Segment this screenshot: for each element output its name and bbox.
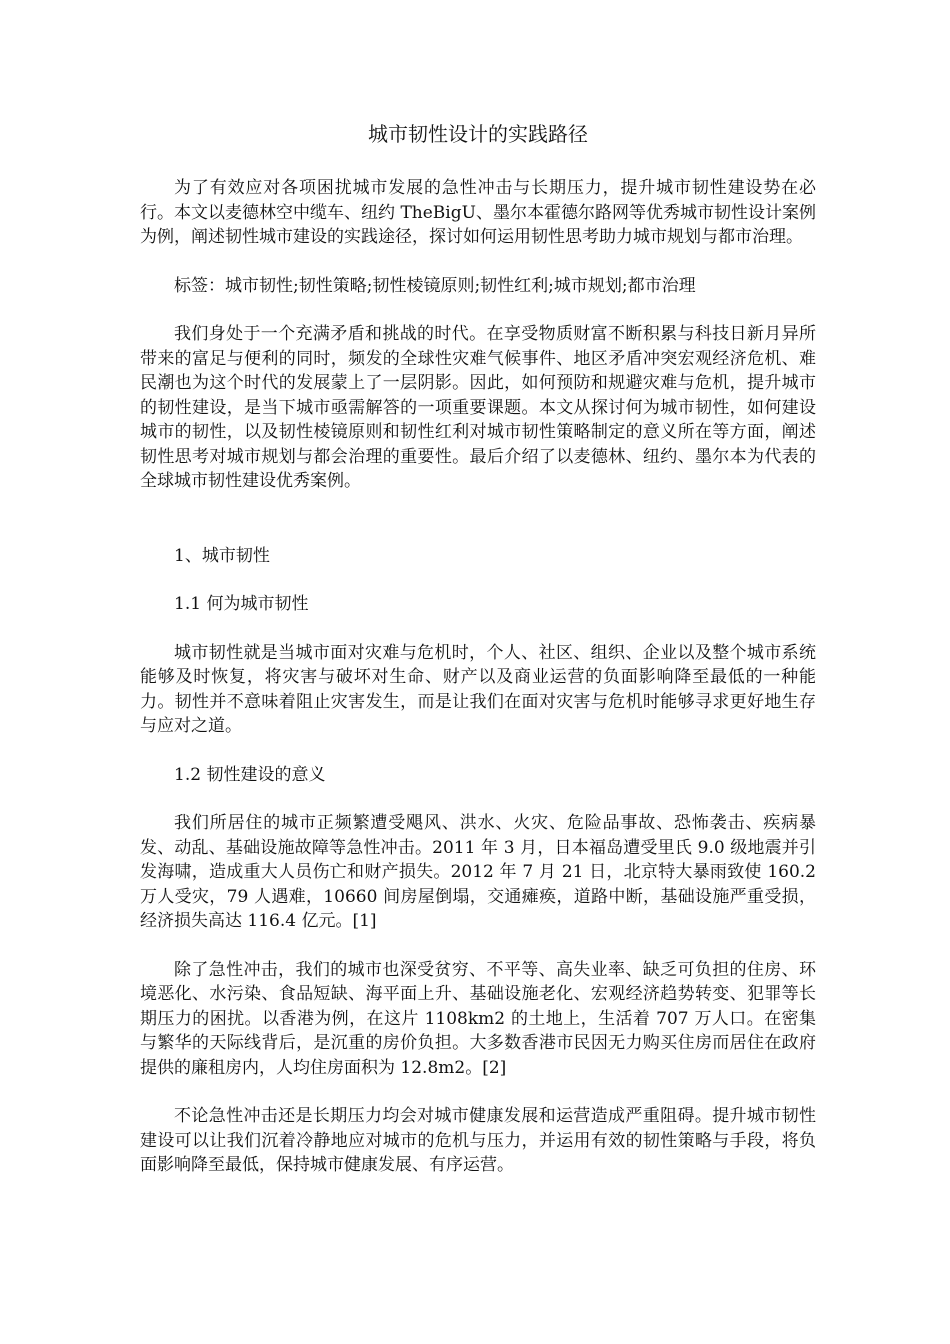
section-1-heading: 1、城市韧性	[174, 545, 270, 566]
section-1-1-heading: 1.1 何为城市韧性	[174, 594, 309, 614]
section-1-2-paragraph-3: 不论急性冲击还是长期压力均会对城市健康发展和运营造成严重阻碍。提升城市韧性建设可以让我们沉着冷静地应对城市的危机与压力，并运用有效的韧性策略与手段，将负面影响降至最低，保持城市健康发展、有序运营。	[140, 1106, 816, 1175]
section-1-2-paragraph-1: 我们所居住的城市正频繁遭受飓风、洪水、火灾、危险品事故、恐怖袭击、疾病暴发、动乱、基础设施故障等急性冲击。2011 年 3 月，日本福岛遭受里氏 9.0 级地震并引发海啸，造成重大人员伤亡和财产损失。2012 年 7 月 21 日，北京特大暴雨致使 160.2 万人受灾，79 人遇难，10660 间房屋倒塌，交通瘫痪，道路中断，基础设施严重受损，经济损失高达 116.4 亿元。[1]	[140, 813, 816, 931]
section-1-2-paragraph-2: 除了急性冲击，我们的城市也深受贫穷、不平等、高失业率、缺乏可负担的住房、环境恶化、水污染、食品短缺、海平面上升、基础设施老化、宏观经济趋势转变、犯罪等长期压力的困扰。以香港为例，在这片 1108km2 的土地上，生活着 707 万人口。在密集与繁华的天际线背后，是沉重的房价负担。大多数香港市民因无力购买住房而居住在政府提供的廉租房内，人均住房面积为 12.8m2。[2]	[140, 959, 816, 1078]
document-title: 城市韧性设计的实践路径	[368, 122, 588, 146]
document-page	[140, 120, 816, 1202]
tags-line: 标签：城市韧性;韧性策略;韧性棱镜原则;韧性红利;城市规划;都市治理	[174, 275, 696, 296]
section-1-1-paragraph: 城市韧性就是当城市面对灾难与危机时，个人、社区、组织、企业以及整个城市系统能够及时恢复，将灾害与破坏对生命、财产以及商业运营的负面影响降至最低的一种能力。韧性并不意味着阻止灾害发生，而是让我们在面对灾害与危机时能够寻求更好地生存与应对之道。	[140, 642, 816, 736]
intro-paragraph: 我们身处于一个充满矛盾和挑战的时代。在享受物质财富不断积累与科技日新月异所带来的富足与便利的同时，频发的全球性灾难气候事件、地区矛盾冲突宏观经济危机、难民潮也为这个时代的发展蒙上了一层阴影。因此，如何预防和规避灾难与危机，提升城市的韧性建设，是当下城市亟需解答的一项重要课题。本文从探讨何为城市韧性，如何建设城市的韧性，以及韧性棱镜原则和韧性红利对城市韧性策略制定的意义所在等方面，阐述韧性思考对城市规划与都会治理的重要性。最后介绍了以麦德林、纽约、墨尔本为代表的全球城市韧性建设优秀案例。	[140, 324, 816, 491]
section-1-2-heading: 1.2 韧性建设的意义	[174, 764, 326, 785]
abstract-paragraph: 为了有效应对各项困扰城市发展的急性冲击与长期压力，提升城市韧性建设势在必行。本文以麦德林空中缆车、纽约 TheBigU、墨尔本霍德尔路网等优秀城市韧性设计案例为例，阐述韧性城市建设的实践途径，探讨如何运用韧性思考助力城市规划与都市治理。	[140, 178, 816, 247]
